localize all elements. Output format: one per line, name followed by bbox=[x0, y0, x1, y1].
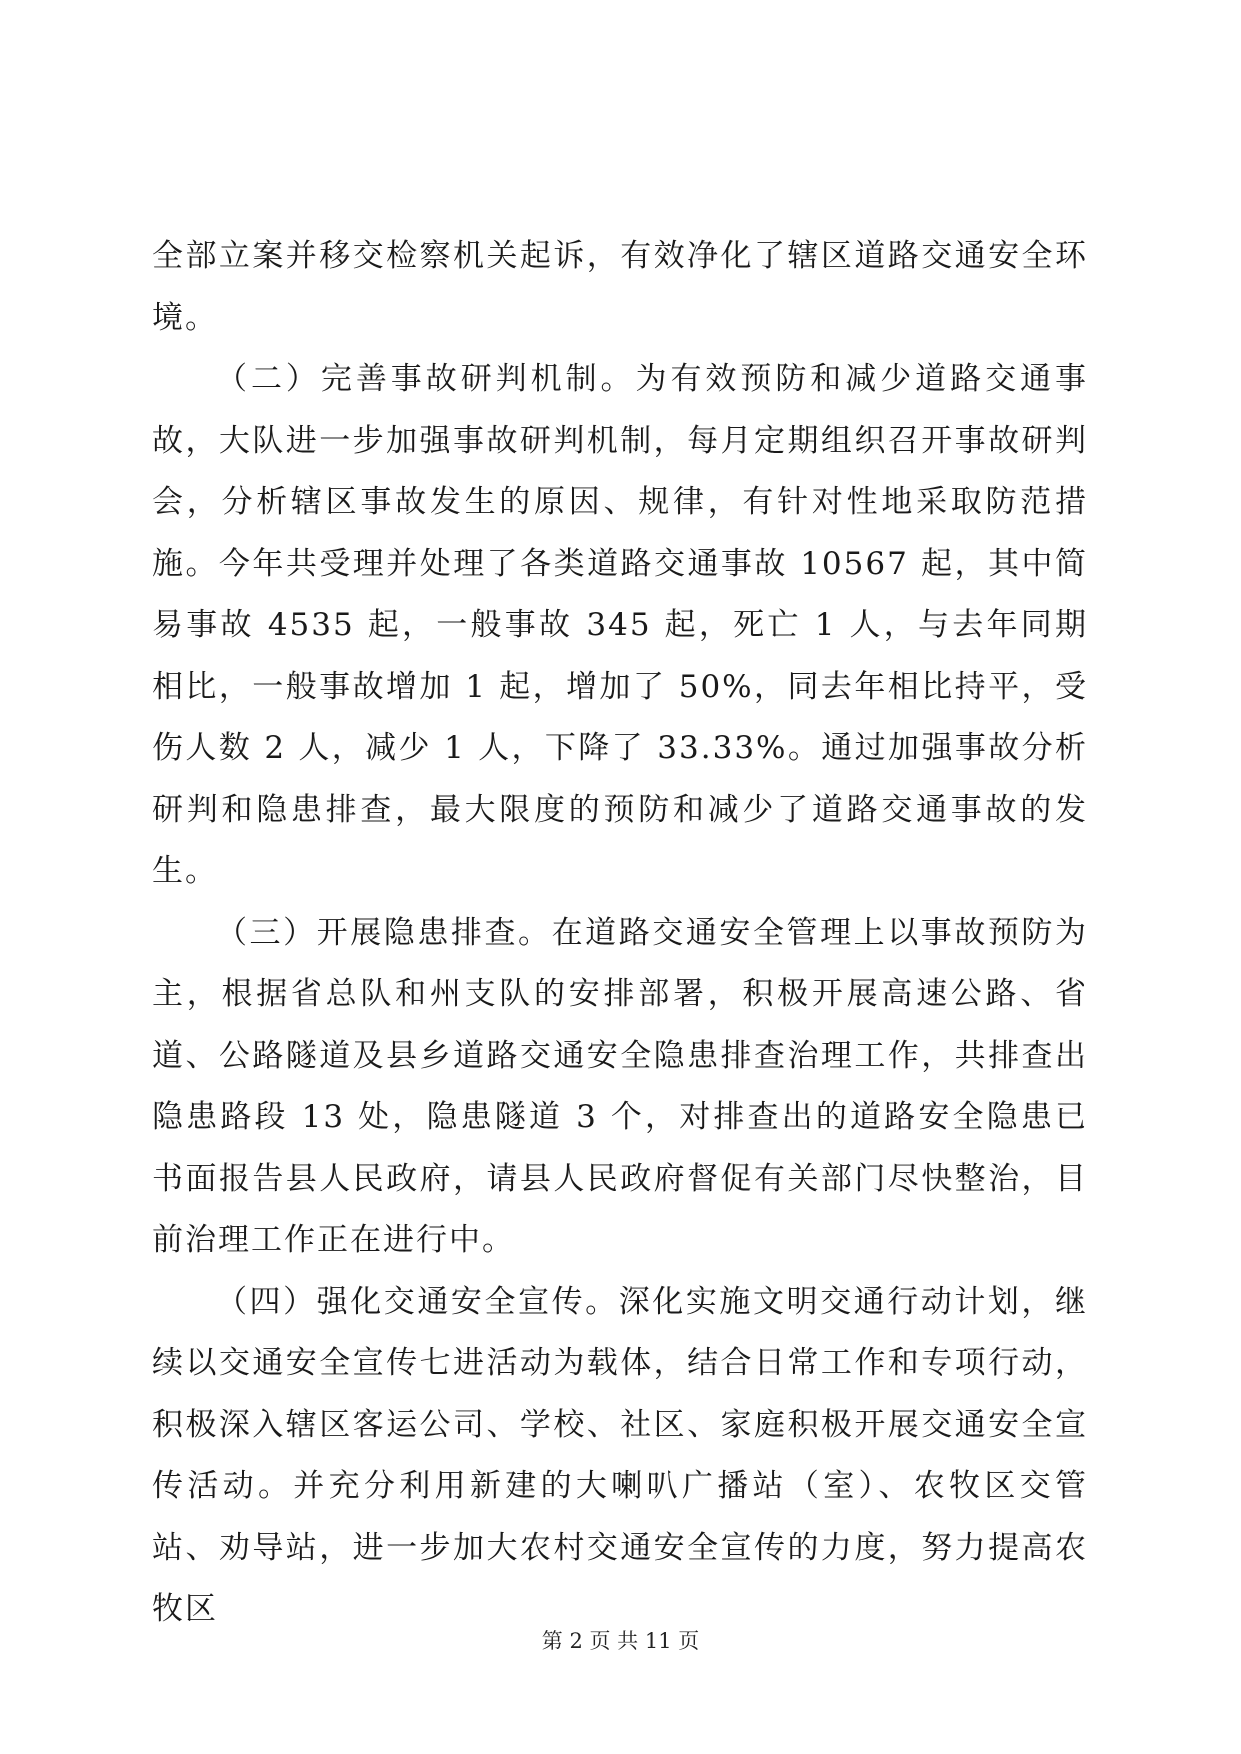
document-body bbox=[152, 226, 1088, 1641]
page-number-label: 第 2 页 共 11 页 bbox=[541, 1629, 700, 1653]
page-footer bbox=[0, 1625, 1241, 1655]
paragraph-section-3: （三）开展隐患排查。在道路交通安全管理上以事故预防为主，根据省总队和州支队的安排部署，积极开展高速公路、省道、公路隧道及县乡道路交通安全隐患排查治理工作，共排查出隐患路段 13 处，隐患隧道 3 个，对排查出的道路安全隐患已书面报告县人民政府，请县人民政府督促有关部门尽快整治，目前治理工作正在进行中。 bbox=[152, 914, 1088, 1258]
paragraph-section-2: （二）完善事故研判机制。为有效预防和减少道路交通事故，大队进一步加强事故研判机制，每月定期组织召开事故研判会，分析辖区事故发生的原因、规律，有针对性地采取防范措施。今年共受理并处理了各类道路交通事故 10567 起，其中简易事故 4535 起，一般事故 345 起，死亡 1 人，与去年同期相比，一般事故增加 1 起，增加了 50%，同去年相比持平，受伤人数 2 人，减少 1 人，下降了 33.33%。通过加强事故分析研判和隐患排查，最大限度的预防和减少了道路交通事故的发生。 bbox=[152, 361, 1088, 889]
paragraph-section-4: （四）强化交通安全宣传。深化实施文明交通行动计划，继续以交通安全宣传七进活动为载体，结合日常工作和专项行动，积极深入辖区客运公司、学校、社区、家庭积极开展交通安全宣传活动。并充分利用新建的大喇叭广播站（室）、农牧区交管站、劝导站，进一步加大农村交通安全宣传的力度，努力提高农牧区 bbox=[152, 1283, 1088, 1627]
paragraph-continuation: 全部立案并移交检察机关起诉，有效净化了辖区道路交通安全环境。 bbox=[152, 238, 1088, 336]
